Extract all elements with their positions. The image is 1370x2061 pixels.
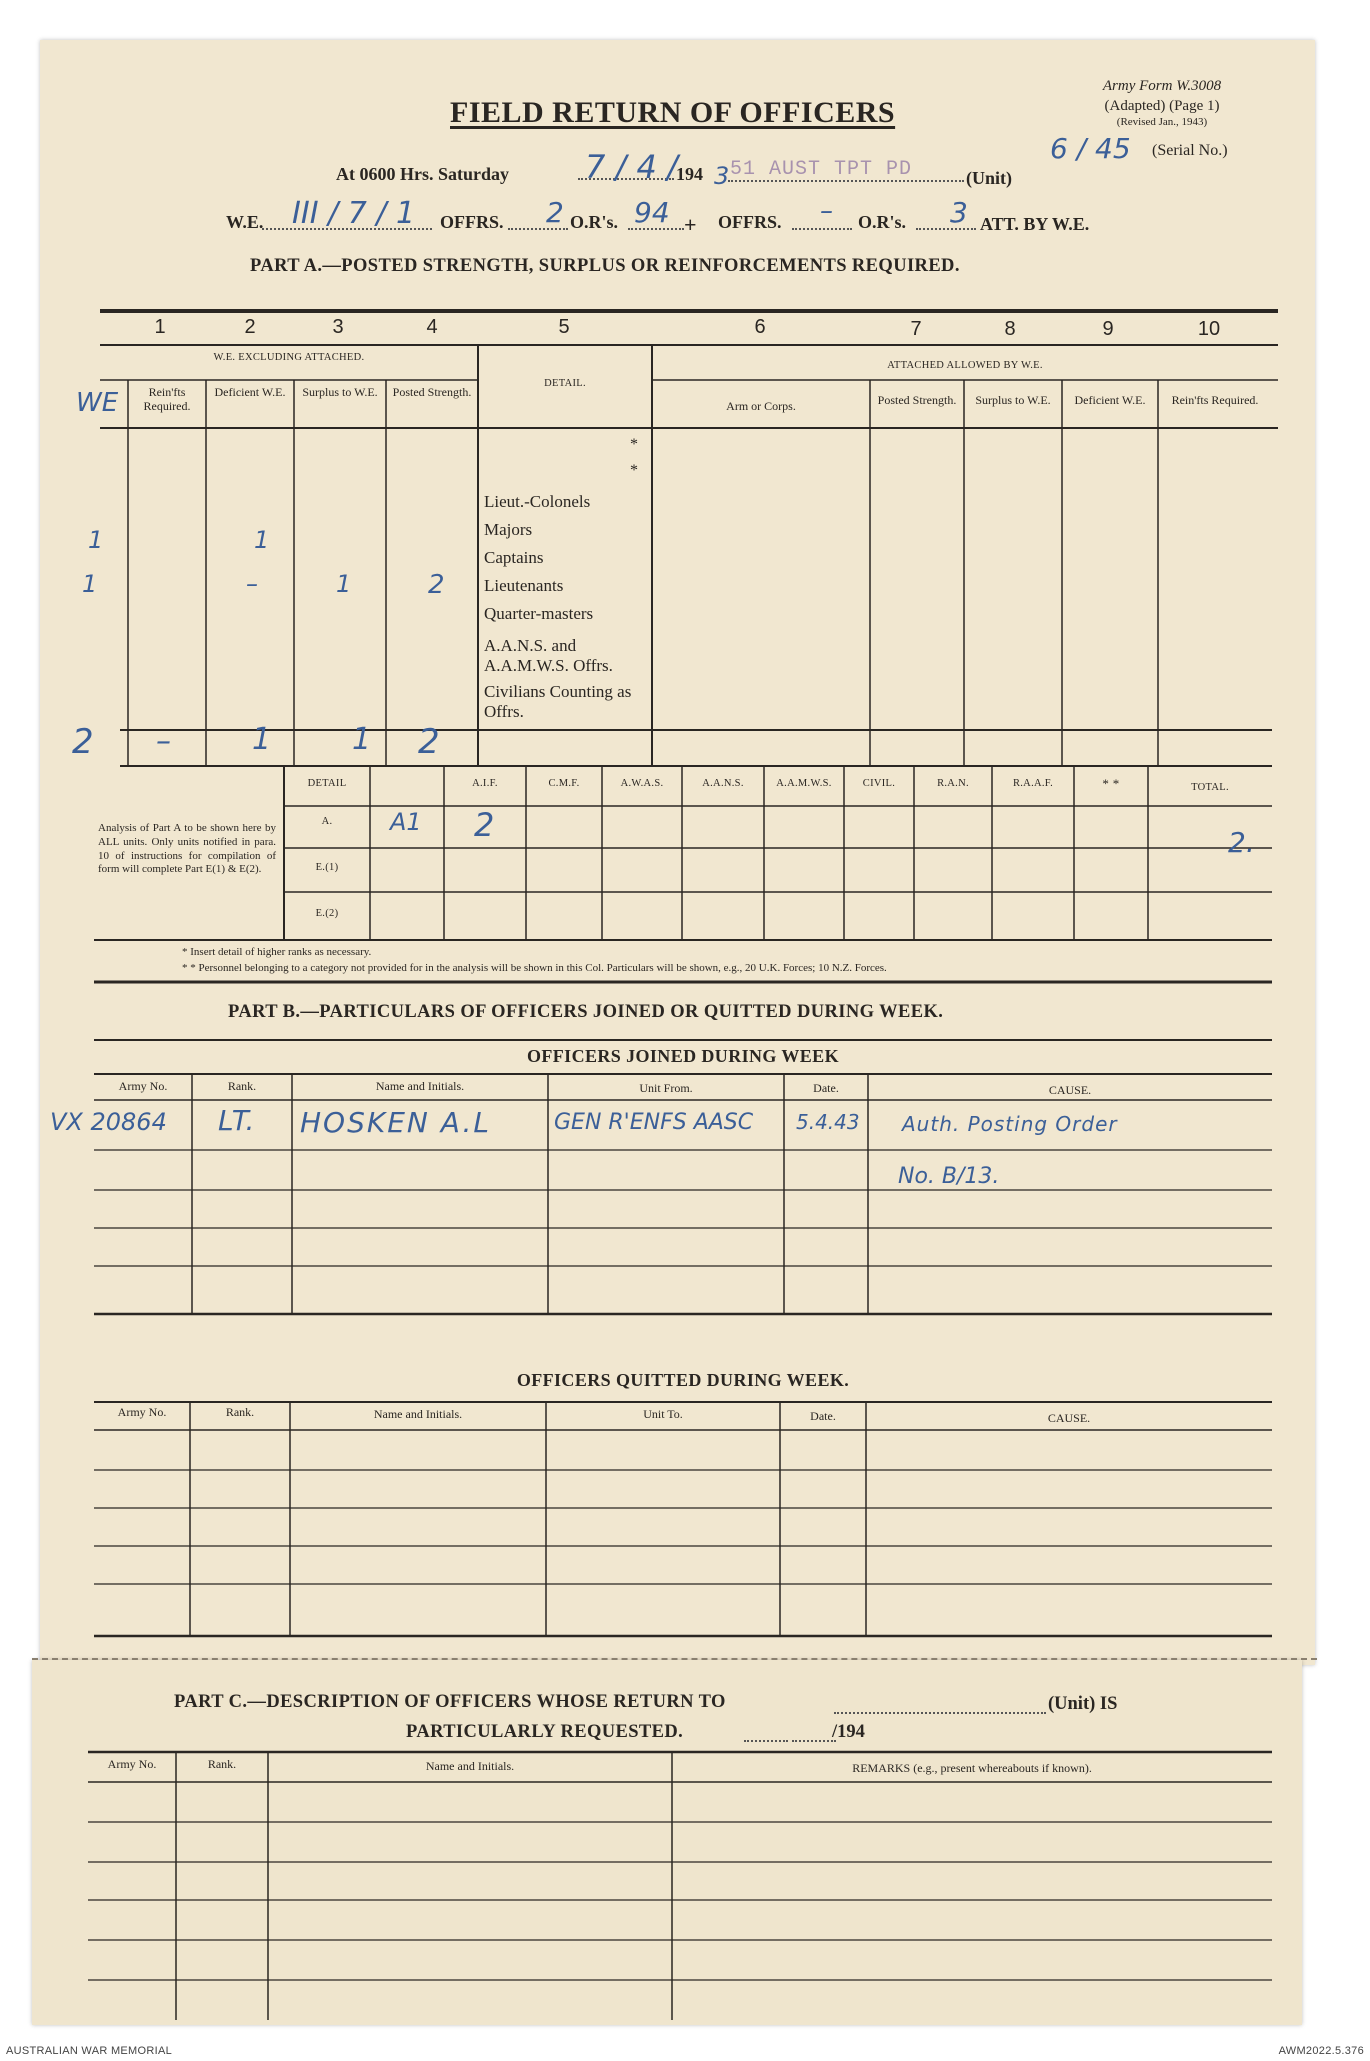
part-c-requested: PARTICULARLY REQUESTED. <box>406 1722 684 1742</box>
we-excluding-header: W.E. EXCLUDING ATTACHED. <box>213 352 365 363</box>
form-revised: (Revised Jan., 1943) <box>1116 116 1208 128</box>
joined-title: OFFICERS JOINED DURING WEEK <box>526 1046 839 1066</box>
analysis-header-other: * * <box>1102 776 1120 791</box>
serial-label: (Serial No.) <box>1152 142 1228 159</box>
we-label: W.E. <box>226 212 264 232</box>
analysis-header-raaf: R.A.A.F. <box>1012 778 1054 789</box>
rank-quarter-masters: Quarter-masters <box>484 604 594 623</box>
analysis-row-e2: E.(2) <box>315 908 339 919</box>
quitted-header-cause: CAUSE. <box>1047 1411 1091 1425</box>
plus-sign: + <box>684 212 697 237</box>
part-c-year: /194 <box>832 1722 865 1742</box>
archive-credit: AUSTRALIAN WAR MEMORIAL <box>6 2045 173 2057</box>
col-number: 10 <box>1197 318 1221 340</box>
form-title: FIELD RETURN OF OFFICERS <box>450 96 896 129</box>
att-deficient-header: Deficient W.E. <box>1074 393 1146 407</box>
part-c-header-remarks: REMARKS (e.g., present whereabouts if known). <box>852 1761 1092 1775</box>
hand-reinfts-captains: 1 <box>82 570 98 598</box>
att-surplus-header: Surplus to W.E. <box>975 393 1051 407</box>
quitted-header-army-no: Army No. <box>117 1405 167 1419</box>
joined-header-cause: CAUSE. <box>1048 1083 1092 1097</box>
archive-reference: AWM2022.5.376 <box>1278 2045 1364 2057</box>
hand-total-dash: – <box>156 724 171 759</box>
star-marker: * <box>630 462 638 479</box>
hand-total-deficient: 1 <box>252 722 272 757</box>
unit-label: (Unit) <box>966 168 1012 188</box>
joined-header-name: Name and Initials. <box>375 1079 465 1093</box>
att-posted-strength-header: Posted Strength. <box>877 393 957 407</box>
form-adapted: (Adapted) (Page 1) <box>1104 98 1220 114</box>
hand-posted-captains: 2 <box>428 570 445 600</box>
col-number: 6 <box>754 316 766 338</box>
part-c-date-dots-2 <box>792 1740 836 1742</box>
offrs2-handwritten: – <box>820 196 833 226</box>
part-c-header-rank: Rank. <box>207 1757 237 1771</box>
hand-deficient-captains: – <box>246 570 258 598</box>
ors-label: O.R's. <box>570 212 619 232</box>
joined-rank: LT. <box>218 1104 255 1137</box>
footnote-higher-ranks: * Insert detail of higher ranks as necessary. <box>182 946 372 958</box>
rank-captains: Captains <box>484 548 544 567</box>
year-handwritten: 3 <box>714 162 730 190</box>
at-line-label: At 0600 Hrs. Saturday <box>336 164 510 184</box>
posted-strength-header: Posted Strength. <box>392 385 472 399</box>
col-number: 2 <box>244 316 256 338</box>
surplus-we-header: Surplus to W.E. <box>302 385 378 399</box>
joined-cause-line1: Auth. Posting Order <box>902 1112 1118 1136</box>
hand-surplus-captains: 1 <box>336 570 352 598</box>
analysis-header-ran: R.A.N. <box>937 778 969 789</box>
year-label: 194 <box>676 164 703 184</box>
ors-handwritten: 94 <box>634 196 670 229</box>
part-c-unit-dots <box>834 1712 1046 1714</box>
analysis-note: Analysis of Part A to be shown here by ALL units. Only units notified in para. 10 of instructions for compilation of form will complete Part E(1) & E(2). <box>98 822 276 876</box>
hand-total-reinfts: 2 <box>72 722 94 762</box>
analysis-row-a: A. <box>321 816 333 827</box>
ors2-handwritten: 3 <box>950 196 968 229</box>
part-c-header-name: Name and Initials. <box>425 1759 515 1773</box>
rank-lieut-colonels: Lieut.-Colonels <box>484 492 591 511</box>
col-number: 9 <box>1102 318 1114 340</box>
joined-unit-from: GEN R'ENFS AASC <box>554 1110 754 1135</box>
arm-or-corps-header: Arm or Corps. <box>726 399 796 413</box>
joined-header-date: Date. <box>813 1081 839 1095</box>
col-number: 8 <box>1004 318 1016 340</box>
we-handwritten-margin: WE <box>76 388 119 418</box>
analysis-row-e1: E.(1) <box>315 862 339 873</box>
rank-lieutenants: Lieutenants <box>484 576 564 595</box>
hand-deficient-majors: 1 <box>254 526 270 554</box>
attached-allowed-header: ATTACHED ALLOWED BY W.E. <box>887 360 1043 371</box>
part-c-header-army-no: Army No. <box>107 1757 157 1771</box>
quitted-header-unit-to: Unit To. <box>643 1407 683 1421</box>
hand-reinfts-majors: 1 <box>88 526 104 554</box>
col-number: 7 <box>910 318 922 340</box>
analysis-header-cmf: C.M.F. <box>548 778 580 789</box>
ors2-label: O.R's. <box>858 212 907 232</box>
quitted-title: OFFICERS QUITTED DURING WEEK. <box>516 1370 850 1390</box>
joined-army-no: VX 20864 <box>50 1108 167 1136</box>
joined-name: HOSKEN A.L <box>300 1106 491 1139</box>
detail-header: DETAIL. <box>544 378 586 389</box>
army-form-number: Army Form W.3008 <box>1102 78 1222 94</box>
rank-majors: Majors <box>484 520 533 539</box>
analysis-header-aans: A.A.N.S. <box>702 778 744 789</box>
analysis-header-civil: CIVIL. <box>862 778 896 789</box>
att-label: ATT. BY W.E. <box>980 214 1090 234</box>
analysis-header-aif: A.I.F. <box>472 778 498 789</box>
part-b-heading: PART B.—PARTICULARS OF OFFICERS JOINED OR QUITTED DURING WEEK. <box>228 1002 944 1022</box>
joined-header-army-no: Army No. <box>118 1079 168 1093</box>
quitted-header-name: Name and Initials. <box>373 1407 463 1421</box>
analysis-hand-aif: 2 <box>474 806 495 844</box>
quitted-header-rank: Rank. <box>225 1405 255 1419</box>
analysis-header-awas: A.W.A.S. <box>620 778 664 789</box>
column-numbers <box>100 312 1278 344</box>
col-number: 1 <box>154 316 166 338</box>
quitted-header-date: Date. <box>810 1409 836 1423</box>
joined-date: 5.4.43 <box>796 1110 860 1134</box>
analysis-header-total: TOTAL. <box>1191 782 1229 793</box>
col-number: 3 <box>332 316 344 338</box>
joined-cause-line2: No. B/13. <box>898 1164 1000 1189</box>
unit-stamp: 51 AUST TPT PD <box>730 158 913 181</box>
serial-number-handwritten: 6 / 45 <box>1050 132 1131 165</box>
hand-total-surplus: 1 <box>352 722 372 757</box>
reinfts-required-header: Rein'fts Required. <box>143 385 191 413</box>
rank-civilians: Civilians Counting as Offrs. <box>484 682 632 721</box>
col-number: 4 <box>426 316 438 338</box>
part-c-date-dots-1 <box>744 1740 788 1742</box>
rank-aans-aamws: A.A.N.S. and A.A.M.W.S. Offrs. <box>484 636 613 675</box>
offrs-handwritten: 2 <box>546 196 564 229</box>
we-handwritten: III / 7 / 1 <box>292 196 416 231</box>
deficient-we-header: Deficient W.E. <box>214 385 286 399</box>
col-number: 5 <box>558 316 570 338</box>
analysis-hand-total: 2. <box>1228 826 1255 859</box>
star-marker: * <box>630 436 638 453</box>
analysis-header-aamws: A.A.M.W.S. <box>776 778 832 789</box>
analysis-header-detail: DETAIL <box>307 778 347 789</box>
part-c-unit-label: (Unit) IS <box>1048 1694 1118 1714</box>
hand-total-posted: 2 <box>418 722 440 762</box>
footnote-other-category: * * Personnel belonging to a category not provided for in the analysis will be shown in this Col. Particulars will be shown, e.g., 20 U.K. Forces; 10 N.Z. Forces. <box>182 962 887 974</box>
part-c-heading: PART C.—DESCRIPTION OF OFFICERS WHOSE RETURN TO <box>174 1692 726 1712</box>
date-handwritten: 7 / 4 / <box>585 148 678 186</box>
offrs-label: OFFRS. <box>440 212 504 232</box>
att-reinfts-header: Rein'fts Required. <box>1171 393 1259 407</box>
joined-header-rank: Rank. <box>227 1079 257 1093</box>
analysis-hand-a1: A1 <box>390 808 422 836</box>
part-a-heading: PART A.—POSTED STRENGTH, SURPLUS OR REINFORCEMENTS REQUIRED. <box>250 256 960 276</box>
offrs2-label: OFFRS. <box>718 212 782 232</box>
joined-header-unit-from: Unit From. <box>639 1081 693 1095</box>
